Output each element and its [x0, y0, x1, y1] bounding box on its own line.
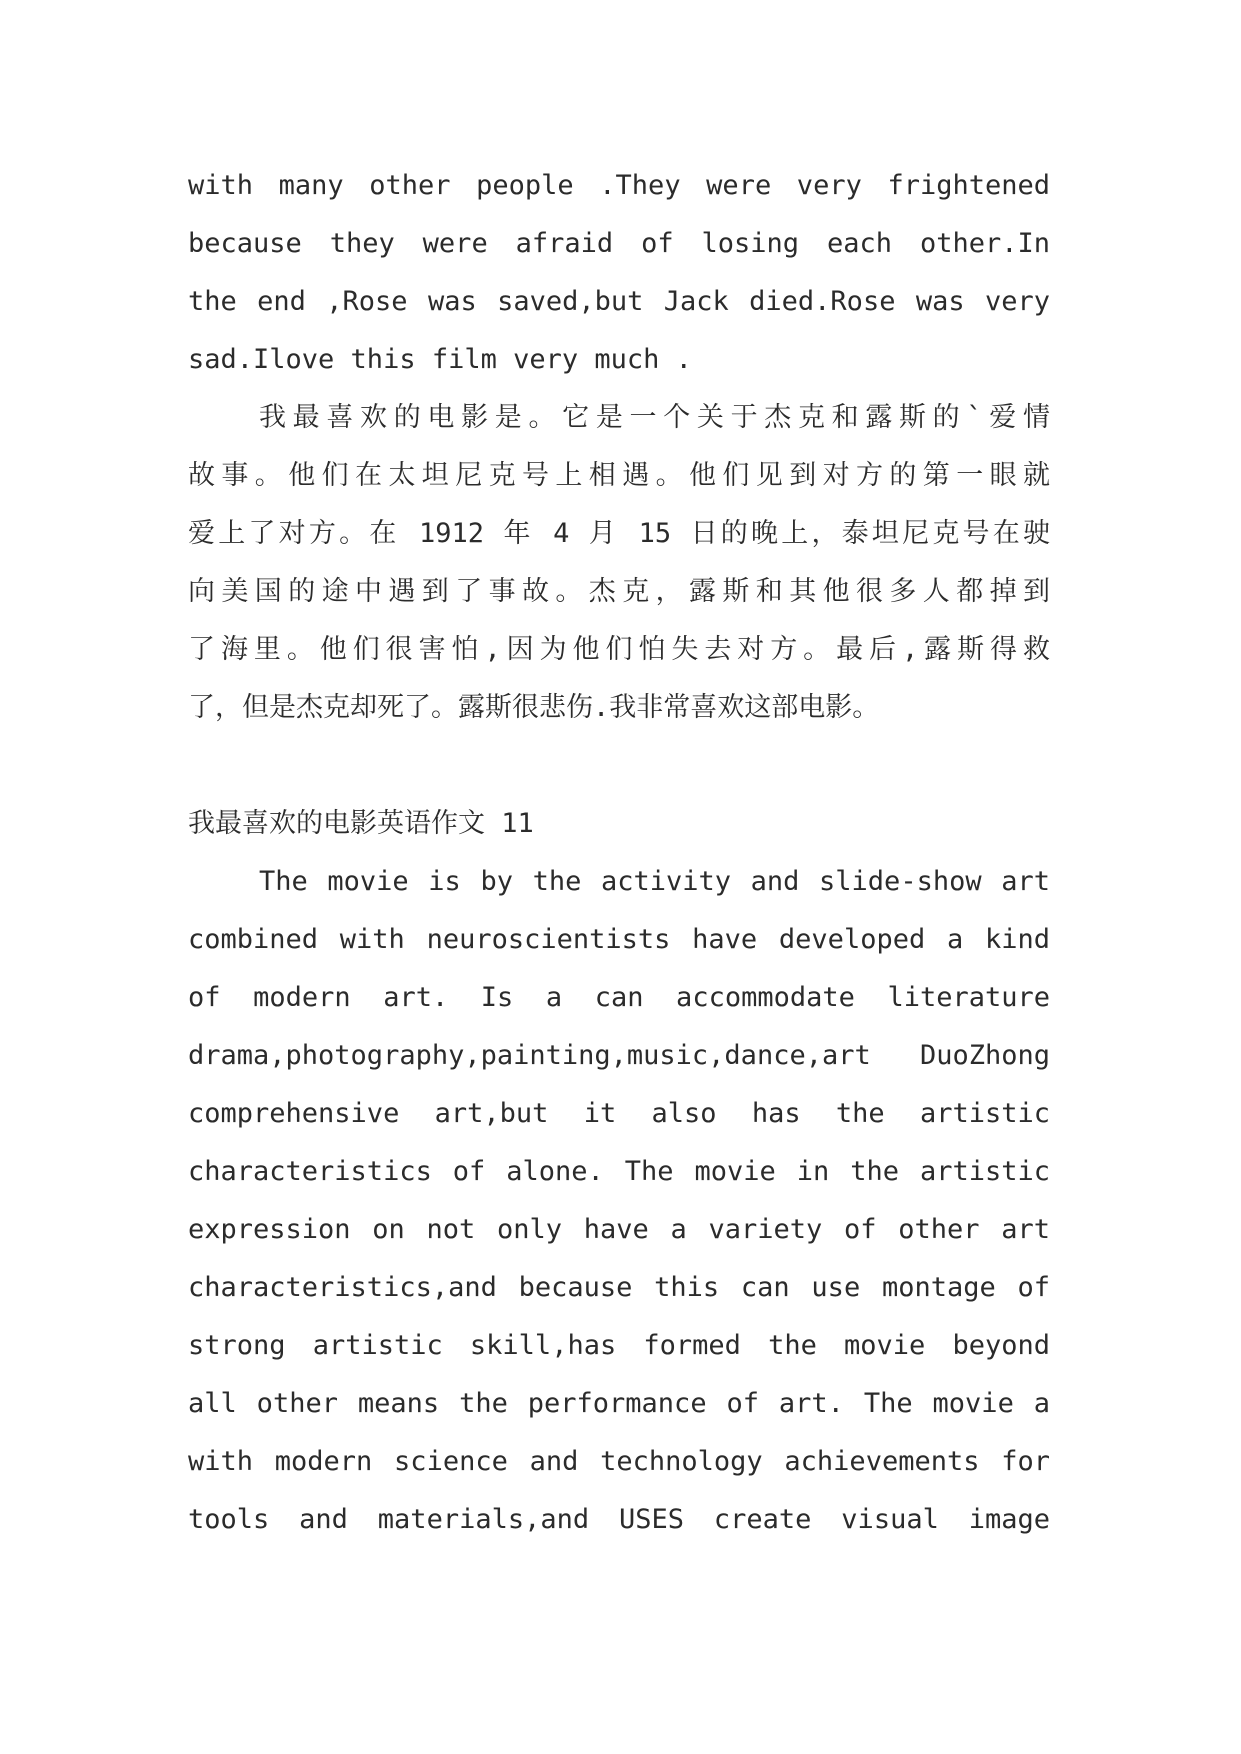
text-line: 故事。他们在太坦尼克号上相遇。他们见到对方的第一眼就 [188, 460, 1050, 491]
text-line: drama,photography,painting,music,dance,art DuoZhong [188, 1040, 1050, 1071]
text-line: 爱上了对方。在 1912 年 4 月 15 日的晚上，泰坦尼克号在驶 [188, 518, 1050, 549]
text-line: characteristics of alone. The movie in the artistic [188, 1156, 1050, 1187]
text-line: 向美国的途中遇到了事故。杰克，露斯和其他很多人都掉到 [188, 576, 1050, 607]
text-line: strong artistic skill,has formed the movie beyond [188, 1330, 1050, 1361]
text-line: tools and materials,and USES create visual image [188, 1504, 1050, 1535]
text-line: because they were afraid of losing each other.In [188, 228, 1050, 259]
text-line: with many other people .They were very frightened [188, 170, 1050, 201]
text-line: 了，但是杰克却死了。露斯很悲伤.我非常喜欢这部电影。 [188, 692, 880, 723]
text-line: The movie is by the activity and slide-show art [259, 866, 1050, 897]
text-line: 我最喜欢的电影是。它是一个关于杰克和露斯的`爱情 [259, 402, 1050, 433]
text-line: the end ,Rose was saved,but Jack died.Rose was very [188, 286, 1050, 317]
text-line: all other means the performance of art. The movie a [188, 1388, 1050, 1419]
text-line: with modern science and technology achievements for [188, 1446, 1050, 1477]
section-title: 我最喜欢的电影英语作文 11 [188, 808, 534, 839]
text-line: comprehensive art,but it also has the artistic [188, 1098, 1050, 1129]
text-line: characteristics,and because this can use montage of [188, 1272, 1050, 1303]
text-line: 了海里。他们很害怕,因为他们怕失去对方。最后,露斯得救 [188, 634, 1050, 665]
text-line: sad.Ilove this film very much . [188, 344, 692, 375]
text-line: combined with neuroscientists have developed a kind [188, 924, 1050, 955]
text-line: expression on not only have a variety of other art [188, 1214, 1050, 1245]
text-line: of modern art. Is a can accommodate literature [188, 982, 1050, 1013]
